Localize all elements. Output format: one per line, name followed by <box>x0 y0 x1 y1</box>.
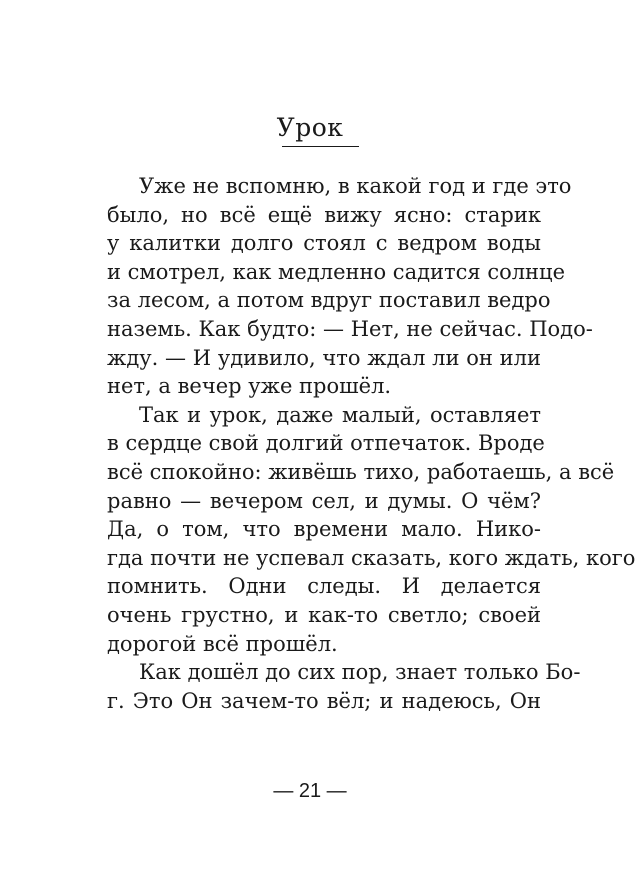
text-line: и смотрел, как медленно садится солнце <box>107 259 565 284</box>
chapter-title: Урок <box>276 113 344 142</box>
text-line: за лесом, а потом вдруг поставил ведро <box>107 288 551 313</box>
text-line: Так и урок, даже малый, оставляет <box>139 402 541 427</box>
body-text <box>107 172 635 715</box>
text-line: г. Это Он зачем-то вёл; и надеюсь, Он <box>107 688 541 713</box>
title-underline <box>282 146 359 147</box>
text-line: нет, а вечер уже прошёл. <box>107 374 392 399</box>
text-line: было, но всё ещё вижу ясно: старик <box>107 202 541 227</box>
text-line: Как дошёл до сих пор, знает только Бо- <box>139 660 581 685</box>
text-line: очень грустно, и как-то светло; своей <box>107 602 541 627</box>
page-number: — 21 — <box>273 780 347 802</box>
text-line: у калитки долго стоял с ведром воды <box>107 231 541 256</box>
text-line: в сердце свой долгий отпечаток. Вроде <box>107 431 545 456</box>
text-line: дорогой всё прошёл. <box>107 631 338 656</box>
text-line: равно — вечером сел, и думы. О чём? <box>107 488 541 513</box>
text-line: Да, о том, что времени мало. Нико- <box>107 517 541 542</box>
text-line: Уже не вспомню, в какой год и где это <box>139 174 572 198</box>
text-line: гда почти не успевал сказать, кого ждать, кого <box>107 545 635 570</box>
text-line: жду. — И удивило, что ждал ли он или <box>107 345 541 370</box>
text-line: всё спокойно: живёшь тихо, работаешь, а всё <box>107 459 615 484</box>
text-line: наземь. Как будто: — Нет, не сейчас. Подо- <box>107 316 593 341</box>
text-line: помнить. Одни следы. И делается <box>107 574 541 599</box>
